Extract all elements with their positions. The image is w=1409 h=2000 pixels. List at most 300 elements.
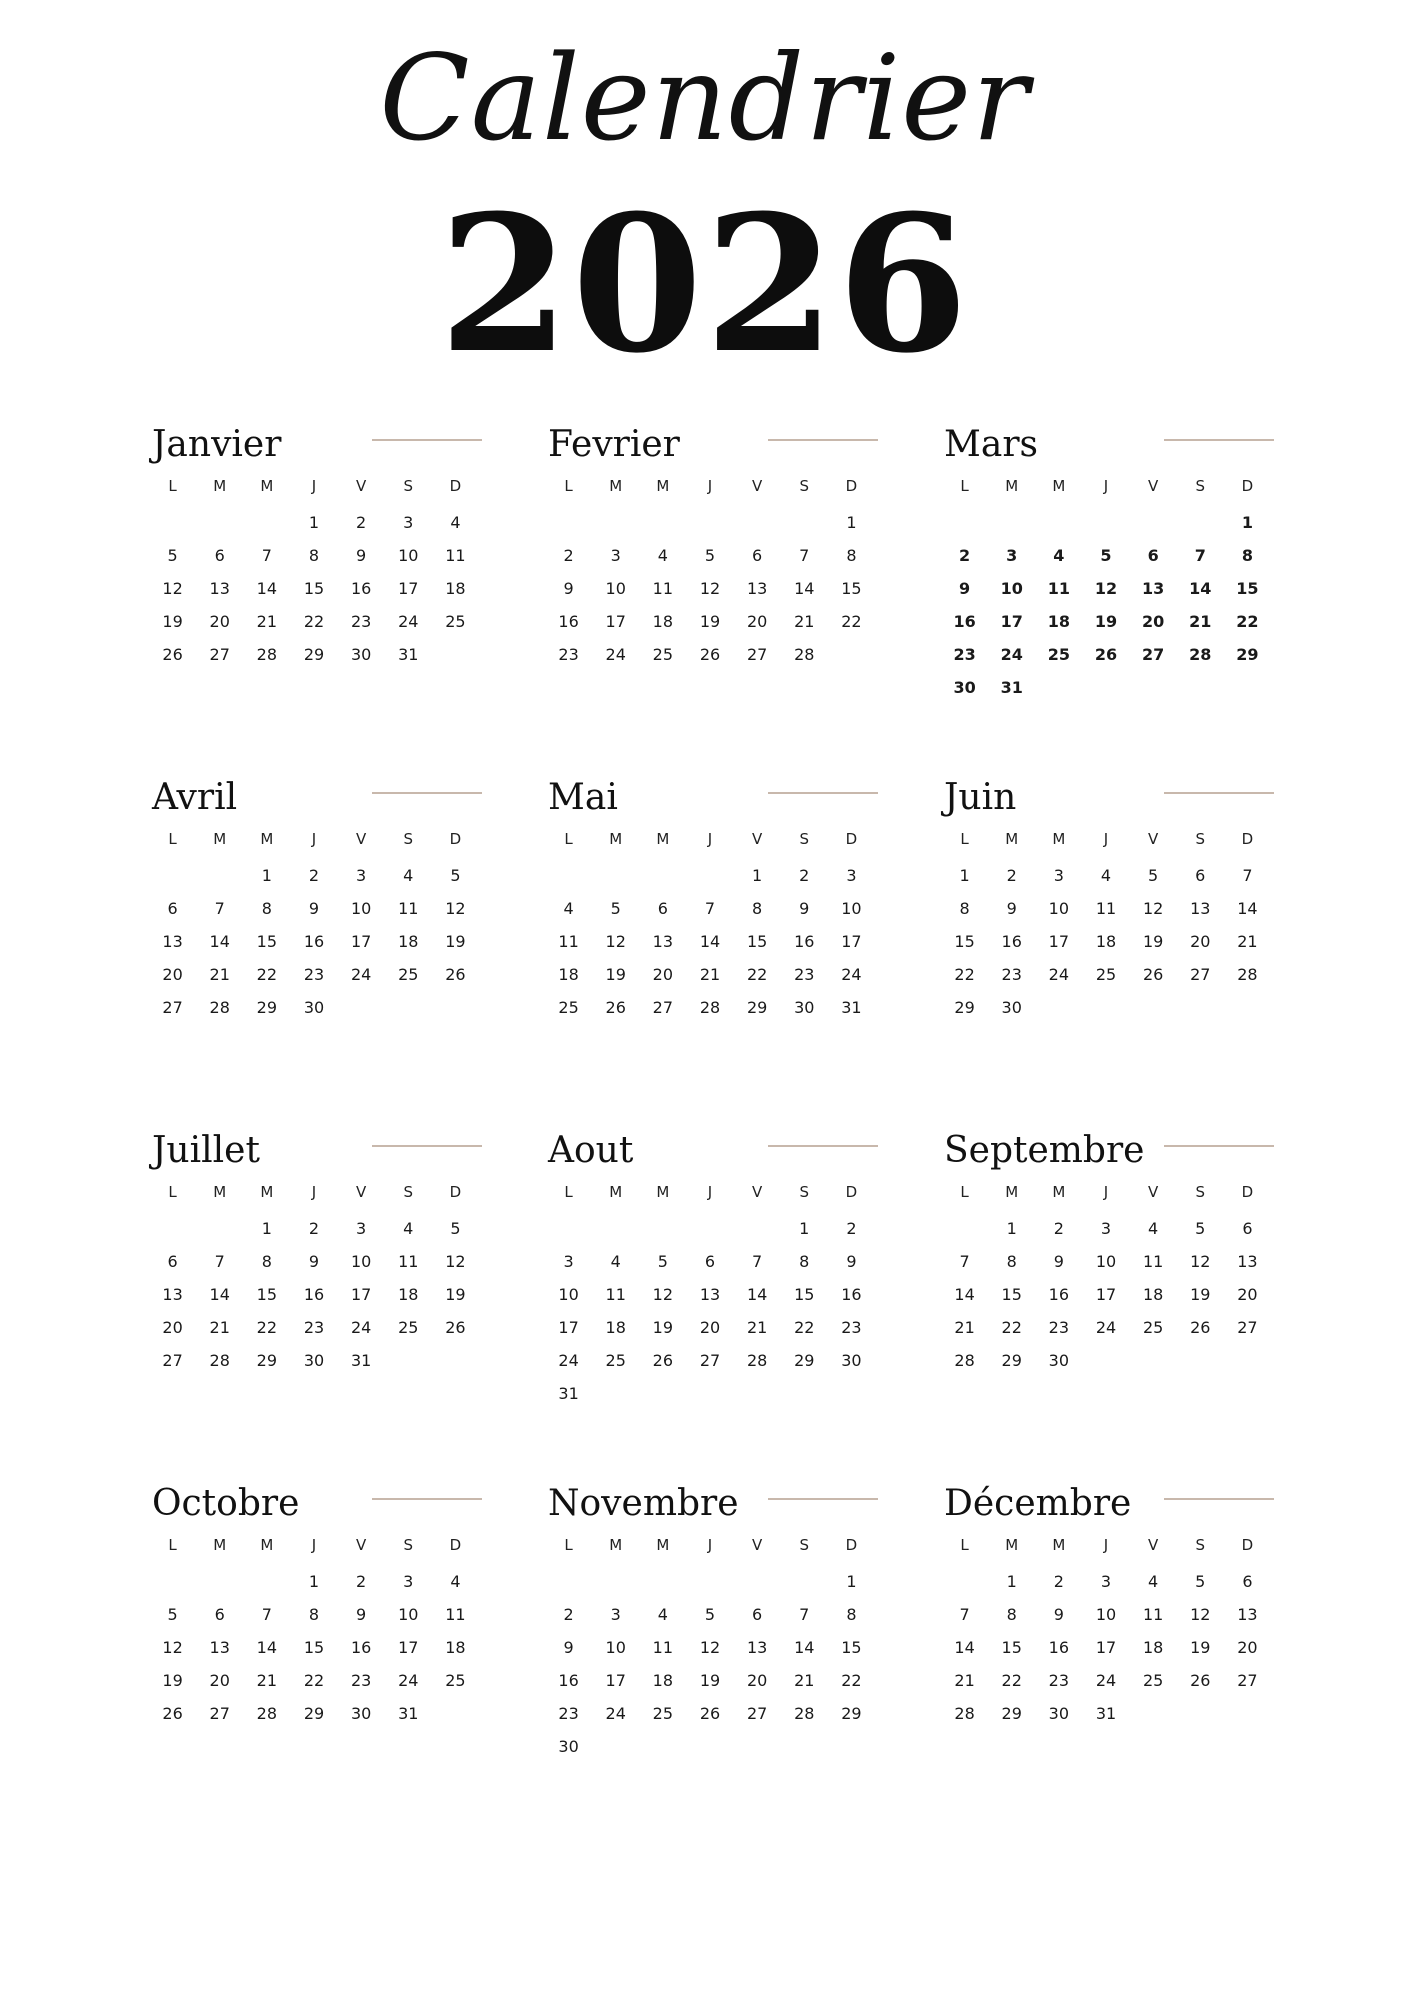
day-cell: 27 [699,1351,721,1370]
month-block [152,768,482,1121]
weekday-label: D [845,1536,858,1554]
day-cell: 27 [162,998,183,1017]
month-name: Janvier [152,424,282,465]
day-cell: 5 [167,1605,178,1624]
day-grid [545,1532,875,1763]
day-cell: 5 [1148,866,1159,885]
day-cell: 24 [558,1351,579,1370]
day-cell: 7 [1194,546,1206,565]
day-cell: 3 [610,1605,621,1624]
month-name: Aout [548,1130,634,1171]
day-cell: 28 [256,645,278,664]
weekday-label: J [311,1536,317,1554]
empty-day-cell [734,1212,781,1245]
day-cell: 14 [794,579,815,598]
day-cell: 13 [746,579,768,598]
day-grid [941,826,1271,1024]
day-cell: 19 [445,1285,466,1304]
day-cell: 4 [403,1219,414,1238]
weekday-label: J [311,830,317,848]
day-cell: 15 [303,1638,325,1657]
month-header [548,1474,878,1532]
weekday-label: M [656,1536,670,1554]
day-cell: 20 [1237,1285,1258,1304]
day-cell: 7 [214,899,225,918]
day-cell: 6 [704,1252,716,1271]
day-cell: 29 [256,1351,278,1370]
empty-day-cell [639,506,686,539]
day-cell: 30 [841,1351,862,1370]
day-cell: 30 [953,678,976,697]
month-header [152,1121,482,1179]
weekday-label: L [564,1183,573,1201]
weekday-label: M [213,1536,227,1554]
day-cell: 4 [563,899,574,918]
day-cell: 26 [445,1318,466,1337]
day-cell: 3 [846,866,857,885]
day-cell: 2 [959,546,971,565]
day-cell: 8 [846,546,857,565]
day-cell: 29 [1001,1351,1022,1370]
day-cell: 12 [605,932,626,951]
day-cell: 31 [841,998,862,1017]
day-cell: 7 [261,546,272,565]
weekday-label: M [1005,830,1019,848]
day-cell: 4 [1100,866,1112,885]
month-header [152,1474,482,1532]
day-cell: 18 [652,1671,674,1690]
day-cell: 20 [1190,932,1211,951]
day-cell: 19 [162,612,183,631]
day-cell: 22 [303,612,325,631]
day-cell: 19 [652,1318,674,1337]
day-cell: 7 [959,1252,970,1271]
day-cell: 21 [954,1671,975,1690]
day-cell: 16 [953,612,976,631]
day-cell: 15 [1001,1285,1022,1304]
weekday-label: M [1052,477,1066,495]
day-cell: 4 [657,546,668,565]
month-divider [768,439,878,441]
empty-day-cell [149,859,196,892]
month-header [548,415,878,473]
day-cell: 7 [959,1605,970,1624]
day-cell: 9 [799,899,810,918]
empty-day-cell [686,1565,733,1598]
day-cell: 14 [699,932,721,951]
day-cell: 4 [610,1252,621,1271]
day-cell: 28 [1189,645,1212,664]
weekday-label: V [1148,1536,1159,1554]
day-cell: 11 [1047,579,1070,598]
day-cell: 12 [445,899,466,918]
day-cell: 9 [563,1638,574,1657]
day-cell: 23 [350,1671,372,1690]
weekday-label: S [799,830,810,848]
weekday-label: V [1148,830,1159,848]
day-cell: 25 [398,965,419,984]
weekday-label: M [260,477,274,495]
day-cell: 18 [445,1638,466,1657]
day-cell: 24 [1000,645,1023,664]
month-header [152,768,482,826]
day-cell: 17 [605,1671,626,1690]
weekday-label: L [168,1183,177,1201]
day-cell: 10 [350,1252,372,1271]
day-cell: 8 [308,1605,320,1624]
day-cell: 1 [799,1219,810,1238]
script-title: Calendrier [379,29,1030,167]
weekday-label: D [449,477,462,495]
day-cell: 14 [954,1285,975,1304]
empty-day-cell [149,1212,196,1245]
day-cell: 2 [356,1572,367,1591]
day-cell: 20 [209,1671,230,1690]
day-cell: 20 [1142,612,1165,631]
day-cell: 20 [1237,1638,1258,1657]
weekday-label: L [564,477,573,495]
day-cell: 25 [398,1318,419,1337]
day-cell: 1 [846,1572,857,1591]
day-cell: 21 [794,612,815,631]
day-cell: 10 [558,1285,579,1304]
day-cell: 19 [1190,1285,1211,1304]
month-name: Décembre [944,1483,1132,1524]
day-cell: 13 [1237,1252,1258,1271]
day-cell: 24 [1095,1318,1117,1337]
day-cell: 26 [699,645,721,664]
day-cell: 28 [256,1704,278,1723]
day-cell: 29 [1236,645,1259,664]
day-cell: 30 [1001,998,1022,1017]
day-cell: 9 [356,546,367,565]
weekday-label: M [1052,1536,1066,1554]
day-cell: 3 [1100,1219,1112,1238]
day-cell: 9 [846,1252,857,1271]
weekday-label: J [707,477,713,495]
day-cell: 17 [1048,932,1070,951]
day-cell: 2 [356,513,367,532]
day-cell: 26 [1094,645,1118,664]
day-cell: 24 [398,1671,419,1690]
day-cell: 27 [162,1351,183,1370]
day-cell: 5 [610,899,621,918]
day-cell: 17 [605,612,626,631]
day-cell: 26 [699,1704,721,1723]
month-header [944,1474,1274,1532]
weekday-label: M [260,1183,274,1201]
day-cell: 2 [563,546,574,565]
weekday-label: M [656,830,670,848]
day-cell: 28 [699,998,721,1017]
day-cell: 9 [1006,899,1017,918]
day-cell: 17 [1000,612,1023,631]
day-cell: 7 [799,1605,810,1624]
day-cell: 31 [1095,1704,1117,1723]
day-cell: 17 [558,1318,579,1337]
day-cell: 20 [162,1318,183,1337]
day-cell: 4 [450,1572,461,1591]
day-grid [149,1532,479,1730]
day-cell: 31 [1000,678,1023,697]
day-cell: 28 [794,1704,815,1723]
day-cell: 9 [308,1252,320,1271]
weekday-label: J [311,477,317,495]
day-cell: 23 [1048,1671,1070,1690]
weekday-label: V [752,830,763,848]
day-cell: 16 [558,1671,579,1690]
day-cell: 27 [1142,645,1165,664]
weekday-label: M [260,1536,274,1554]
day-cell: 14 [256,1638,278,1657]
weekday-label: M [609,477,623,495]
day-cell: 8 [1006,1605,1017,1624]
day-cell: 28 [746,1351,768,1370]
day-cell: 6 [1242,1219,1253,1238]
year-title: 2026 [438,174,971,395]
day-cell: 30 [350,645,372,664]
empty-day-cell [243,506,290,539]
month-header [944,415,1274,473]
month-divider [768,1145,878,1147]
day-cell: 1 [1006,1219,1017,1238]
month-divider [1164,1498,1274,1500]
day-cell: 15 [303,579,325,598]
day-cell: 15 [841,579,862,598]
weekday-label: S [1195,1536,1206,1554]
day-cell: 5 [450,866,461,885]
weekday-label: J [1103,1183,1109,1201]
day-cell: 30 [1048,1704,1070,1723]
empty-day-cell [592,506,639,539]
month-block [548,768,878,1121]
day-cell: 21 [1237,932,1258,951]
day-cell: 1 [1006,1572,1017,1591]
month-name: Novembre [548,1483,739,1524]
weekday-label: V [1148,1183,1159,1201]
day-cell: 7 [214,1252,225,1271]
weekday-label: S [799,1536,810,1554]
day-cell: 19 [1094,612,1118,631]
month-block [944,1121,1274,1474]
months-grid [152,415,1282,1827]
weekday-label: D [1241,477,1254,495]
day-cell: 1 [308,513,320,532]
day-cell: 13 [699,1285,721,1304]
day-cell: 12 [1190,1605,1211,1624]
day-cell: 1 [1241,513,1253,532]
weekday-label: J [1103,1536,1109,1554]
day-cell: 20 [209,612,230,631]
day-cell: 12 [1190,1252,1211,1271]
empty-day-cell [686,506,733,539]
day-grid [545,473,875,671]
day-cell: 29 [303,1704,325,1723]
day-cell: 11 [652,579,674,598]
day-cell: 25 [652,645,674,664]
day-cell: 23 [953,645,976,664]
weekday-label: L [960,477,969,495]
day-cell: 29 [1001,1704,1022,1723]
weekday-label: S [1195,830,1206,848]
empty-day-cell [639,1212,686,1245]
day-cell: 15 [954,932,975,951]
day-cell: 13 [1237,1605,1258,1624]
day-cell: 17 [350,932,372,951]
month-name: Fevrier [548,424,680,465]
day-cell: 7 [1242,866,1253,885]
day-cell: 16 [558,612,579,631]
day-cell: 22 [1001,1318,1022,1337]
day-cell: 25 [445,1671,466,1690]
empty-day-cell [545,1212,592,1245]
weekday-label: D [1241,830,1254,848]
day-cell: 11 [652,1638,674,1657]
day-cell: 5 [657,1252,668,1271]
day-cell: 1 [261,1219,272,1238]
day-cell: 13 [162,932,183,951]
day-cell: 18 [1142,1638,1164,1657]
day-cell: 23 [1048,1318,1070,1337]
day-cell: 6 [167,1252,178,1271]
empty-day-cell [243,1565,290,1598]
day-cell: 4 [1148,1219,1159,1238]
empty-day-cell [149,506,196,539]
day-cell: 29 [794,1351,815,1370]
day-cell: 29 [303,645,325,664]
day-grid [941,1532,1271,1730]
day-cell: 3 [356,866,367,885]
day-cell: 30 [794,998,815,1017]
day-cell: 15 [256,1285,278,1304]
day-cell: 5 [167,546,178,565]
weekday-label: S [403,1536,414,1554]
day-cell: 23 [303,1318,325,1337]
day-cell: 6 [752,546,763,565]
day-cell: 25 [558,998,579,1017]
month-block [152,1121,482,1474]
weekday-label: L [168,830,177,848]
day-cell: 8 [1006,1252,1017,1271]
empty-day-cell [1035,506,1082,539]
day-cell: 8 [261,1252,272,1271]
weekday-label: J [311,1183,317,1201]
day-cell: 18 [605,1318,626,1337]
day-cell: 5 [704,1605,716,1624]
day-cell: 3 [403,513,414,532]
day-cell: 2 [563,1605,574,1624]
day-cell: 2 [308,1219,320,1238]
empty-day-cell [686,859,733,892]
day-cell: 5 [450,1219,461,1238]
day-cell: 22 [1001,1671,1022,1690]
month-block [152,415,482,768]
day-cell: 25 [652,1704,674,1723]
empty-day-cell [941,1565,988,1598]
month-divider [372,792,482,794]
weekday-label: S [403,1183,414,1201]
day-cell: 23 [794,965,815,984]
day-cell: 5 [1195,1572,1206,1591]
weekday-label: J [707,1536,713,1554]
day-cell: 24 [350,965,372,984]
day-cell: 27 [209,1704,230,1723]
day-cell: 17 [398,579,419,598]
day-cell: 24 [1048,965,1070,984]
day-cell: 2 [1006,866,1017,885]
day-cell: 9 [1053,1252,1064,1271]
day-cell: 14 [1237,899,1258,918]
day-cell: 19 [445,932,466,951]
day-cell: 22 [256,965,278,984]
day-cell: 8 [308,546,320,565]
day-cell: 6 [657,899,668,918]
day-cell: 14 [209,932,230,951]
day-cell: 30 [558,1737,579,1756]
empty-day-cell [639,1565,686,1598]
day-cell: 23 [350,612,372,631]
empty-day-cell [941,506,988,539]
day-cell: 16 [1048,1285,1070,1304]
day-cell: 5 [1195,1219,1206,1238]
day-cell: 20 [746,612,768,631]
day-cell: 29 [954,998,975,1017]
day-cell: 31 [350,1351,372,1370]
weekday-label: V [356,477,367,495]
day-cell: 9 [356,1605,367,1624]
day-cell: 10 [350,899,372,918]
weekday-label: J [707,830,713,848]
day-cell: 7 [704,899,716,918]
day-cell: 18 [652,612,674,631]
weekday-label: M [1052,1183,1066,1201]
day-cell: 4 [450,513,461,532]
day-cell: 22 [794,1318,815,1337]
weekday-label: V [356,1183,367,1201]
day-cell: 3 [356,1219,367,1238]
empty-day-cell [686,1212,733,1245]
day-cell: 30 [303,1351,325,1370]
day-cell: 21 [954,1318,975,1337]
day-cell: 9 [1053,1605,1064,1624]
day-cell: 31 [558,1384,579,1403]
empty-day-cell [781,506,828,539]
month-name: Mars [944,424,1039,465]
weekday-label: J [707,1183,713,1201]
day-cell: 24 [605,1704,626,1723]
day-cell: 12 [162,579,183,598]
weekday-label: L [564,830,573,848]
day-cell: 24 [841,965,862,984]
day-cell: 8 [1241,546,1253,565]
day-cell: 25 [1142,1671,1164,1690]
day-grid [545,826,875,1024]
empty-day-cell [149,1565,196,1598]
day-cell: 18 [398,932,419,951]
day-cell: 1 [846,513,857,532]
day-cell: 12 [652,1285,674,1304]
month-name: Octobre [152,1483,300,1524]
day-cell: 15 [841,1638,862,1657]
empty-day-cell [196,859,243,892]
day-cell: 25 [1047,645,1070,664]
day-cell: 3 [610,546,621,565]
day-cell: 22 [746,965,768,984]
day-cell: 25 [445,612,466,631]
day-cell: 22 [841,612,862,631]
month-divider [1164,439,1274,441]
day-cell: 27 [652,998,674,1017]
